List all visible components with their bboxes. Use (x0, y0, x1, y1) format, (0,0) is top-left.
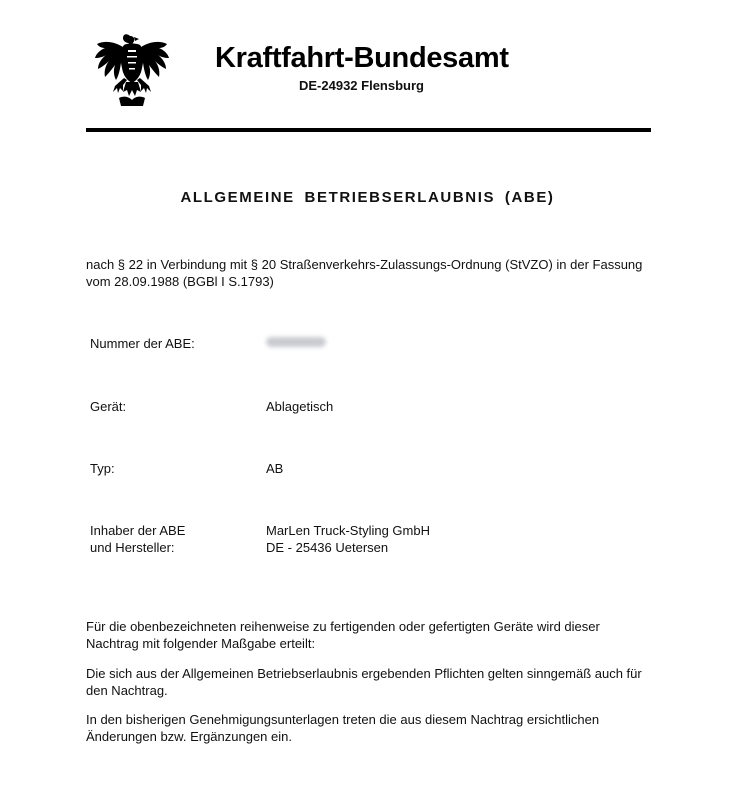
holder-company: MarLen Truck-Styling GmbH (266, 523, 430, 538)
type-label: Typ: (90, 461, 115, 476)
authority-address: DE-24932 Flensburg (299, 78, 424, 93)
type-value: AB (266, 461, 284, 476)
device-value: Ablagetisch (266, 399, 334, 414)
holder-label-line2: und Hersteller: (90, 540, 175, 555)
holder-value (266, 522, 566, 556)
document-title: ALLGEMEINE BETRIEBSERLAUBNIS (ABE) (180, 189, 555, 206)
legal-basis: nach § 22 in Verbindung mit § 20 Straßenverkehrs-Zulassungs-Ordnung (StVZO) in der Fassung vom 28.09.1988 (BGBl I S.1793) (86, 257, 643, 289)
header-divider (86, 128, 651, 132)
authority-name: Kraftfahrt-Bundesamt (215, 42, 509, 74)
device-label: Gerät: (90, 399, 127, 414)
holder-label (90, 522, 240, 556)
body-paragraph-2: Die sich aus der Allgemeinen Betriebserlaubnis ergebenden Pflichten gelten sinngemäß auch für den Nachtrag. (86, 666, 642, 698)
abe-number-label: Nummer der ABE: (90, 336, 195, 351)
holder-location: DE - 25436 Uetersen (266, 540, 389, 555)
holder-label-line1: Inhaber der ABE (90, 523, 186, 538)
body-paragraph-3: In den bisherigen Genehmigungsunterlagen treten die aus diesem Nachtrag ersichtlichen Änderungen bzw. Ergänzungen ein. (86, 712, 600, 744)
federal-eagle-icon (93, 30, 171, 110)
abe-number-value (266, 333, 566, 351)
redacted-number (266, 337, 326, 347)
body-paragraph-1: Für die obenbezeichneten reihenweise zu fertigenden oder gefertigten Geräte wird dieser Nachtrag mit folgender Maßgabe erteilt: (86, 619, 600, 651)
